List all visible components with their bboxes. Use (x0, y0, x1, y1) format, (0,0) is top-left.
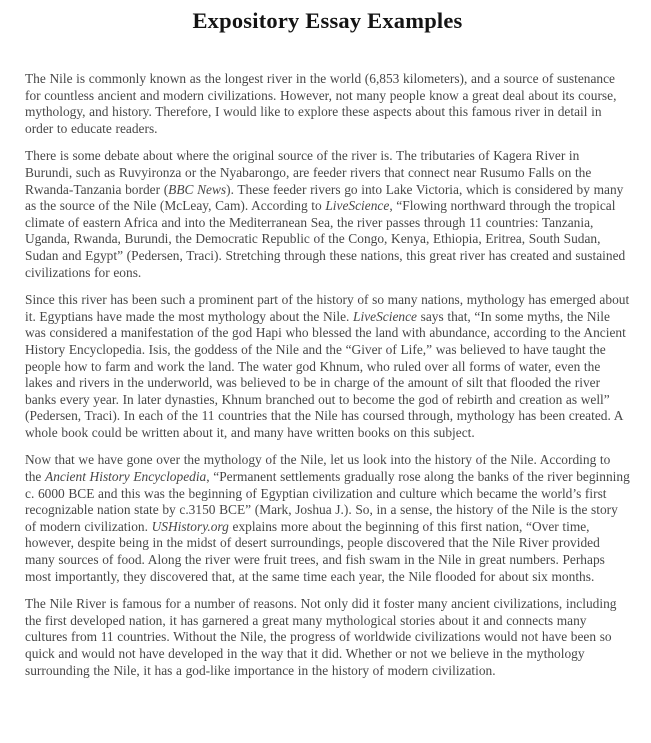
essay-text: ). These feeder rivers go into Lake Victoria, which is considered by many as the source of the Nile (McLeay, Cam). According to (25, 181, 624, 214)
essay-paragraph (25, 148, 630, 281)
essay-text: The Nile is commonly known as the longest river in the world (6,853 kilometers), and a source of sustenance for countless ancient and modern civilizations. However, not many people know a great deal about its course, mythology, and history. Therefore, I would like to explore these aspects about this famous river in detail in order to educate readers. (25, 71, 617, 136)
essay-text: says that, “In some myths, the Nile was considered a manifestation of the god Hapi who blessed the land with abundance, according to the Ancient History Encyclopedia. Isis, the goddess of the Nile and the “Giver of Life,” was believed to have taught the people how to farm and work the land. The water god Khnum, who ruled over all forms of water, even the lakes and rivers in the underworld, was believed to be in charge of the amount of silt that flooded the river banks every year. In later dynasties, Khnum branched out to become the god of rebirth and creation as well” (Pedersen, Traci). In each of the 11 countries that the Nile has coursed through, mythology has been created. A whole book could be written about it, and many have written books on this subject. (25, 308, 626, 440)
essay-text: The Nile River is famous for a number of reasons. Not only did it foster many ancient civilizations, including the first developed nation, it has garnered a great many mythological stories about it and connects many cultures from 11 countries. Without the Nile, the progress of worldwide civilizations would not have been so quick and would not have developed in the way that it did. Whether or not we believe in the mythology surrounding the Nile, it has a god-like importance in the history of modern civilization. (25, 596, 617, 678)
essay-paragraph (25, 452, 630, 585)
essay-paragraph (25, 292, 630, 441)
essay-text-italic: BBC News (168, 181, 227, 197)
essay-text-italic: Ancient History Encyclopedia (45, 469, 207, 485)
essay-text: , “Flowing northward through the tropical climate of eastern Africa and into the Mediterranean Sea, the river passes through 11 countries: Tanzania, Uganda, Rwanda, Burundi, the Democratic Republic of the Congo, Kenya, Ethiopia, Eritrea, South Sudan, Sudan and Egypt” (Pedersen, Traci). Stretching through these nations, this great river has created and sustained civilizations for eons. (25, 198, 626, 280)
essay-text: explains more about the beginning of this first nation, “Over time, however, despite being in the midst of desert surroundings, people discovered that the Nile River provided many sources of food. Along the river were fruit trees, and fish swam in the Nile in great numbers. Perhaps most importantly, they discovered that, at the same time each year, the Nile flooded for about six months. (25, 518, 605, 584)
essay-text: Since this river has been such a prominent part of the history of so many nations, mythology has emerged about it. Egyptians have made the most mythology about the Nile. (25, 292, 630, 324)
essay-text-italic: LiveScience (325, 198, 390, 214)
essay-text: , “Permanent settlements gradually rose along the banks of the river beginning c. 6000 BCE and this was the beginning of Egyptian civilization and culture which became the world’s first recognizable nation state by c.3150 BCE” (Mark, Joshua J.). So, in a sense, the history of the Nile is the story of modern civilization. (25, 469, 630, 534)
essay-paragraph (25, 71, 630, 137)
essay-text-italic: LiveScience (353, 308, 417, 324)
essay-paragraph (25, 596, 630, 679)
page-title: Expository Essay Examples (192, 8, 463, 33)
essay-text: There is some debate about where the original source of the river is. The tributaries of Kagera River in Burundi, such as Ruvyironza or the Nyabarongo, are feeder rivers that connect near Rusumo Falls on the Rwanda-Tanzania border ( (25, 148, 592, 197)
essay-text-italic: USHistory.org (151, 518, 229, 534)
essay-text: Now that we have gone over the mythology of the Nile, let us look into the history of the Nile. According to the (25, 452, 611, 485)
essay-body (25, 71, 630, 679)
